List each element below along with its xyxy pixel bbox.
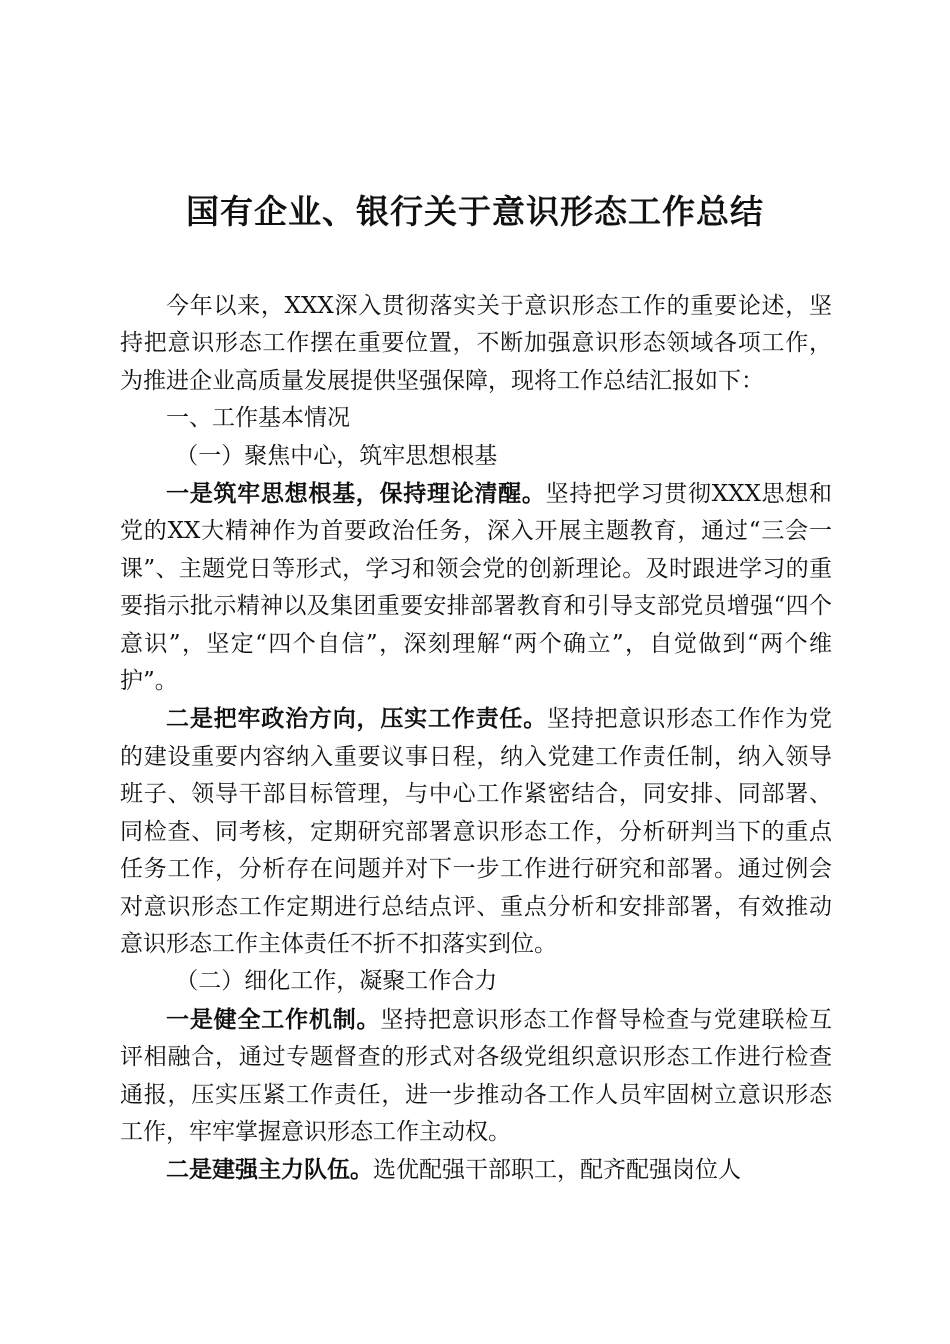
document-body bbox=[120, 288, 832, 1190]
paragraph-text: 坚持把意识形态工作作为党的建设重要内容纳入重要议事日程，纳入党建工作责任制，纳入领导班子、领导干部目标管理，与中心工作紧密结合，同安排、同部署、同检查、同考核，定期研究部署意识形态工作，分析研判当下的重点任务工作，分析存在问题并对下一步工作进行研究和部署。通过例会对意识形态工作定期进行总结点评、重点分析和安排部署，有效推动意识形态工作主体责任不折不扣落实到位。 bbox=[120, 706, 833, 957]
subsection-heading: （二）细化工作，凝聚工作合力 bbox=[175, 968, 498, 995]
body-paragraph bbox=[120, 475, 832, 700]
document-title: 国有企业、银行关于意识形态工作总结 bbox=[186, 192, 764, 231]
paragraph-lead: 一是健全工作机制。 bbox=[166, 1005, 381, 1033]
paragraph-lead: 二是把牢政治方向，压实工作责任。 bbox=[166, 705, 548, 733]
paragraph-text: 坚持把意识形态工作督导检查与党建联检互评相融合，通过专题督查的形式对各级党组织意识形态工作进行检查通报，压实压紧工作责任，进一步推动各工作人员牢固树立意识形态工作，牢牢掌握意识形态工作主动权。 bbox=[120, 1006, 833, 1145]
paragraph-text: 选优配强干部职工，配齐配强岗位人 bbox=[373, 1157, 741, 1184]
body-paragraph bbox=[120, 1151, 832, 1189]
intro-paragraph: 今年以来，XXX深入贯彻落实关于意识形态工作的重要论述，坚持把意识形态工作摆在重要位置，不断加强意识形态领域各项工作，为推进企业高质量发展提供坚强保障，现将工作总结汇报如下： bbox=[120, 293, 832, 394]
subsection-heading: （一）聚焦中心，筑牢思想根基 bbox=[175, 442, 498, 469]
paragraph-lead: 一是筑牢思想根基，保持理论清醒。 bbox=[166, 480, 546, 508]
paragraph-text: 坚持把学习贯彻XXX思想和党的XX大精神作为首要政治任务，深入开展主题教育，通过“三会一课”、主题党日等形式，学习和领会党的创新理论。及时跟进学习的重要指示批示精神以及集团重要安排部署教育和引导支部党员增强“四个意识”，坚定“四个自信”，深刻理解“两个确立”，自觉做到“两个维护”。 bbox=[120, 481, 833, 695]
body-paragraph bbox=[120, 700, 832, 963]
paragraph-lead: 二是建强主力队伍。 bbox=[166, 1156, 373, 1184]
section-heading: 一、工作基本情况 bbox=[166, 405, 350, 432]
body-paragraph bbox=[120, 1001, 832, 1152]
